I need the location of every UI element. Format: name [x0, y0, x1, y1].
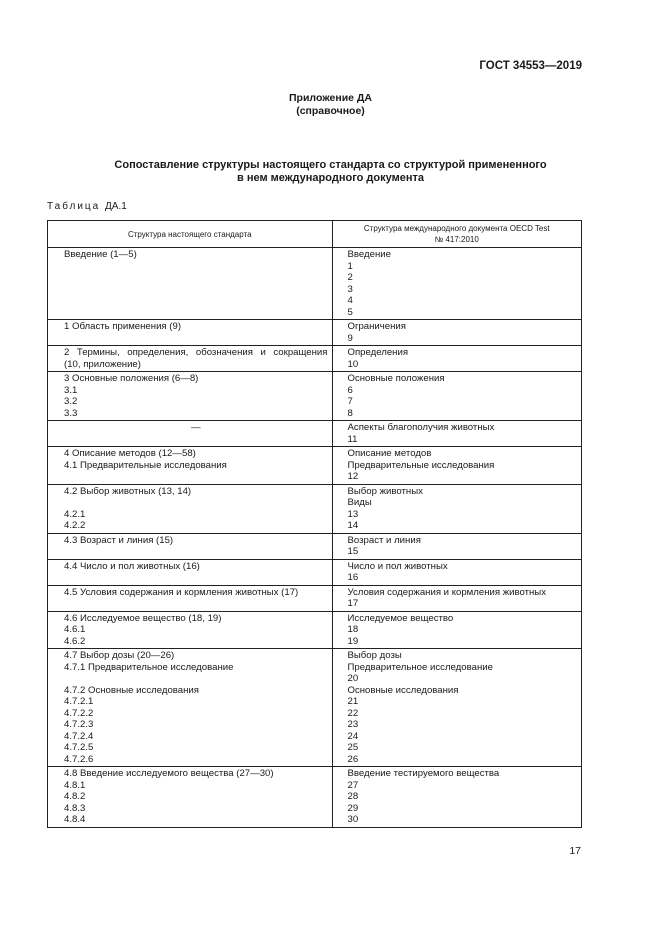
national-standard-cell: [48, 320, 333, 346]
annex-title: Приложение ДА: [289, 92, 372, 104]
standard-clause-line: 4.6.1: [64, 624, 86, 635]
oecd-document-cell: [332, 649, 582, 767]
standard-clause-line: 2 Термины, определения, обозначения и сокращения: [64, 347, 328, 358]
oecd-paragraph-line: 20: [347, 673, 359, 684]
oecd-paragraph-line: 5: [347, 306, 353, 318]
oecd-paragraph-line: 19: [347, 635, 359, 647]
oecd-document-cell: [332, 484, 582, 533]
table-row: [48, 346, 582, 372]
oecd-paragraph-line: 11: [347, 433, 358, 445]
oecd-paragraph-line: 26: [347, 753, 359, 765]
standard-clause-line: 4.8 Введение исследуемого вещества (27—30): [64, 768, 274, 779]
standard-clause-line: 4.8.2: [64, 791, 86, 802]
standard-clause-line: 4.7.2.5: [64, 742, 94, 753]
oecd-paragraph-line: 9: [347, 332, 353, 344]
standard-clause-line: 3.2: [64, 396, 78, 407]
standard-clause-line: 4.6.2: [64, 635, 86, 647]
national-standard-cell: [48, 559, 333, 585]
national-standard-cell: [48, 248, 333, 320]
table-row: [48, 611, 582, 649]
oecd-paragraph-line: Введение: [347, 249, 391, 260]
standard-clause-line: (10, приложение): [64, 358, 141, 370]
oecd-paragraph-line: 24: [347, 730, 359, 742]
table-row: [48, 421, 582, 447]
table-caption-label: Таблица: [47, 201, 101, 212]
standard-clause-line: 3.1: [64, 384, 78, 396]
annex-subtitle: (справочное): [296, 105, 365, 117]
national-standard-cell: [48, 484, 333, 533]
oecd-document-cell: [332, 421, 582, 447]
standard-clause-line: 4.8.1: [64, 779, 86, 791]
table-header-row: [48, 221, 582, 248]
oecd-paragraph-line: Введение тестируемого вещества: [347, 768, 500, 779]
oecd-paragraph-line: 28: [347, 791, 359, 802]
section-title-line-1: Сопоставление структуры настоящего стандарта со структурой примененного: [114, 159, 547, 171]
standard-clause-line: [64, 497, 328, 509]
national-standard-cell: [48, 346, 333, 372]
oecd-paragraph-line: Число и пол животных: [347, 560, 448, 572]
table-row: [48, 372, 582, 421]
table-caption-number: ДА.1: [105, 201, 127, 212]
national-standard-cell: [48, 585, 333, 611]
oecd-paragraph-line: 17: [347, 598, 359, 609]
standard-clause-line: 4.7.2.2: [64, 707, 94, 719]
oecd-paragraph-line: 14: [347, 520, 359, 531]
oecd-paragraph-line: 10: [347, 358, 359, 370]
standard-clause-line: 4.7.2.3: [64, 719, 94, 730]
table-row: [48, 767, 582, 828]
table-row: [48, 559, 582, 585]
oecd-document-cell: [332, 767, 582, 828]
standard-clause-line: 4.2 Выбор животных (13, 14): [64, 485, 192, 497]
oecd-document-cell: [332, 611, 582, 649]
standard-clause-line: 4.7.2 Основные исследования: [64, 684, 199, 696]
table-row: [48, 248, 582, 320]
standard-clause-line: 4.7 Выбор дозы (20—26): [64, 650, 175, 661]
table-row: [48, 533, 582, 559]
national-standard-cell: [48, 533, 333, 559]
oecd-document-cell: [332, 320, 582, 346]
standard-clause-line: [64, 673, 328, 685]
oecd-paragraph-line: 18: [347, 624, 359, 635]
oecd-document-cell: [332, 585, 582, 611]
standard-clause-line: 4 Описание методов (12—58): [64, 448, 196, 459]
national-standard-cell: [48, 372, 333, 421]
standard-clause-line: 4.2.1: [64, 508, 86, 520]
oecd-paragraph-line: Аспекты благополучия животных: [347, 422, 495, 433]
oecd-paragraph-line: 8: [347, 407, 353, 419]
standard-clause-line: 3.3: [64, 407, 78, 419]
standard-clause-line: 4.5 Условия содержания и кормления животных (17): [64, 586, 299, 598]
oecd-paragraph-line: 2: [347, 272, 353, 283]
column-header-national-standard: Структура настоящего стандарта: [48, 221, 333, 248]
oecd-paragraph-line: Выбор животных: [347, 485, 423, 497]
national-standard-cell: [48, 767, 333, 828]
national-standard-cell: [48, 447, 333, 485]
oecd-paragraph-line: Исследуемое вещество: [347, 612, 454, 624]
page-number: 17: [569, 845, 581, 857]
standard-clause-line: 4.2.2: [64, 520, 86, 531]
oecd-paragraph-line: Основные положения: [347, 373, 445, 384]
standard-clause-line: —: [190, 422, 201, 433]
oecd-document-cell: [332, 533, 582, 559]
oecd-paragraph-line: 4: [347, 295, 353, 306]
oecd-paragraph-line: 21: [347, 696, 359, 707]
table-row: [48, 649, 582, 767]
oecd-paragraph-line: 12: [347, 471, 359, 482]
table-row: [48, 484, 582, 533]
oecd-paragraph-line: Предварительное исследование: [347, 661, 493, 673]
document-code: ГОСТ 34553—2019: [479, 60, 582, 72]
oecd-document-cell: [332, 447, 582, 485]
table-row: [48, 585, 582, 611]
oecd-document-cell: [332, 248, 582, 320]
oecd-paragraph-line: Возраст и линия: [347, 534, 421, 546]
column-header-oecd-document: [332, 221, 582, 248]
oecd-paragraph-line: Определения: [347, 347, 409, 358]
standard-clause-line: 4.6 Исследуемое вещество (18, 19): [64, 612, 222, 624]
oecd-paragraph-line: 13: [347, 508, 359, 520]
standard-clause-line: 3 Основные положения (6—8): [64, 373, 199, 384]
oecd-document-cell: [332, 372, 582, 421]
oecd-paragraph-line: 22: [347, 707, 359, 719]
table-body: [48, 248, 582, 828]
standard-clause-line: 4.7.2.1: [64, 696, 94, 707]
standard-clause-line: 4.8.3: [64, 802, 86, 814]
standard-clause-line: 1 Область применения (9): [64, 321, 182, 332]
standard-clause-line: 4.7.2.6: [64, 753, 94, 765]
section-title: [60, 159, 601, 185]
column-header-oecd-line-1: Структура международного документа OECD Test: [363, 224, 550, 233]
standard-clause-line: 4.1 Предварительные исследования: [64, 459, 227, 471]
oecd-paragraph-line: Ограничения: [347, 321, 406, 332]
standard-clause-line: 4.7.1 Предварительное исследование: [64, 661, 234, 673]
column-header-oecd-line-2: № 417:2010: [434, 235, 479, 244]
oecd-paragraph-line: 25: [347, 742, 359, 753]
standard-clause-line: 4.4 Число и пол животных (16): [64, 560, 200, 572]
national-standard-cell: [48, 611, 333, 649]
national-standard-cell: [48, 421, 333, 447]
standard-clause-line: Введение (1—5): [64, 249, 137, 260]
oecd-paragraph-line: 3: [347, 283, 353, 295]
oecd-paragraph-line: 7: [347, 396, 353, 407]
oecd-paragraph-line: 16: [347, 572, 359, 583]
oecd-paragraph-line: Выбор дозы: [347, 650, 402, 661]
table-caption: [47, 201, 127, 212]
oecd-paragraph-line: Основные исследования: [347, 684, 459, 696]
oecd-paragraph-line: 23: [347, 719, 359, 730]
oecd-paragraph-line: Описание методов: [347, 448, 432, 459]
section-title-line-2: в нем международного документа: [237, 172, 424, 184]
oecd-paragraph-line: 29: [347, 802, 359, 814]
oecd-paragraph-line: 1: [347, 260, 353, 272]
standard-clause-line: 4.8.4: [64, 814, 86, 825]
correspondence-table: [47, 220, 582, 828]
standard-clause-line: 4.3 Возраст и линия (15): [64, 534, 174, 546]
annex-heading: [0, 92, 661, 118]
table-row: [48, 320, 582, 346]
oecd-paragraph-line: Предварительные исследования: [347, 459, 495, 471]
oecd-paragraph-line: 15: [347, 546, 359, 557]
table-row: [48, 447, 582, 485]
oecd-paragraph-line: 6: [347, 384, 353, 396]
oecd-paragraph-line: 30: [347, 814, 359, 825]
oecd-document-cell: [332, 346, 582, 372]
oecd-paragraph-line: 27: [347, 779, 359, 791]
oecd-paragraph-line: Виды: [347, 497, 372, 508]
national-standard-cell: [48, 649, 333, 767]
oecd-document-cell: [332, 559, 582, 585]
oecd-paragraph-line: Условия содержания и кормления животных: [347, 586, 546, 598]
standard-clause-line: 4.7.2.4: [64, 730, 94, 742]
